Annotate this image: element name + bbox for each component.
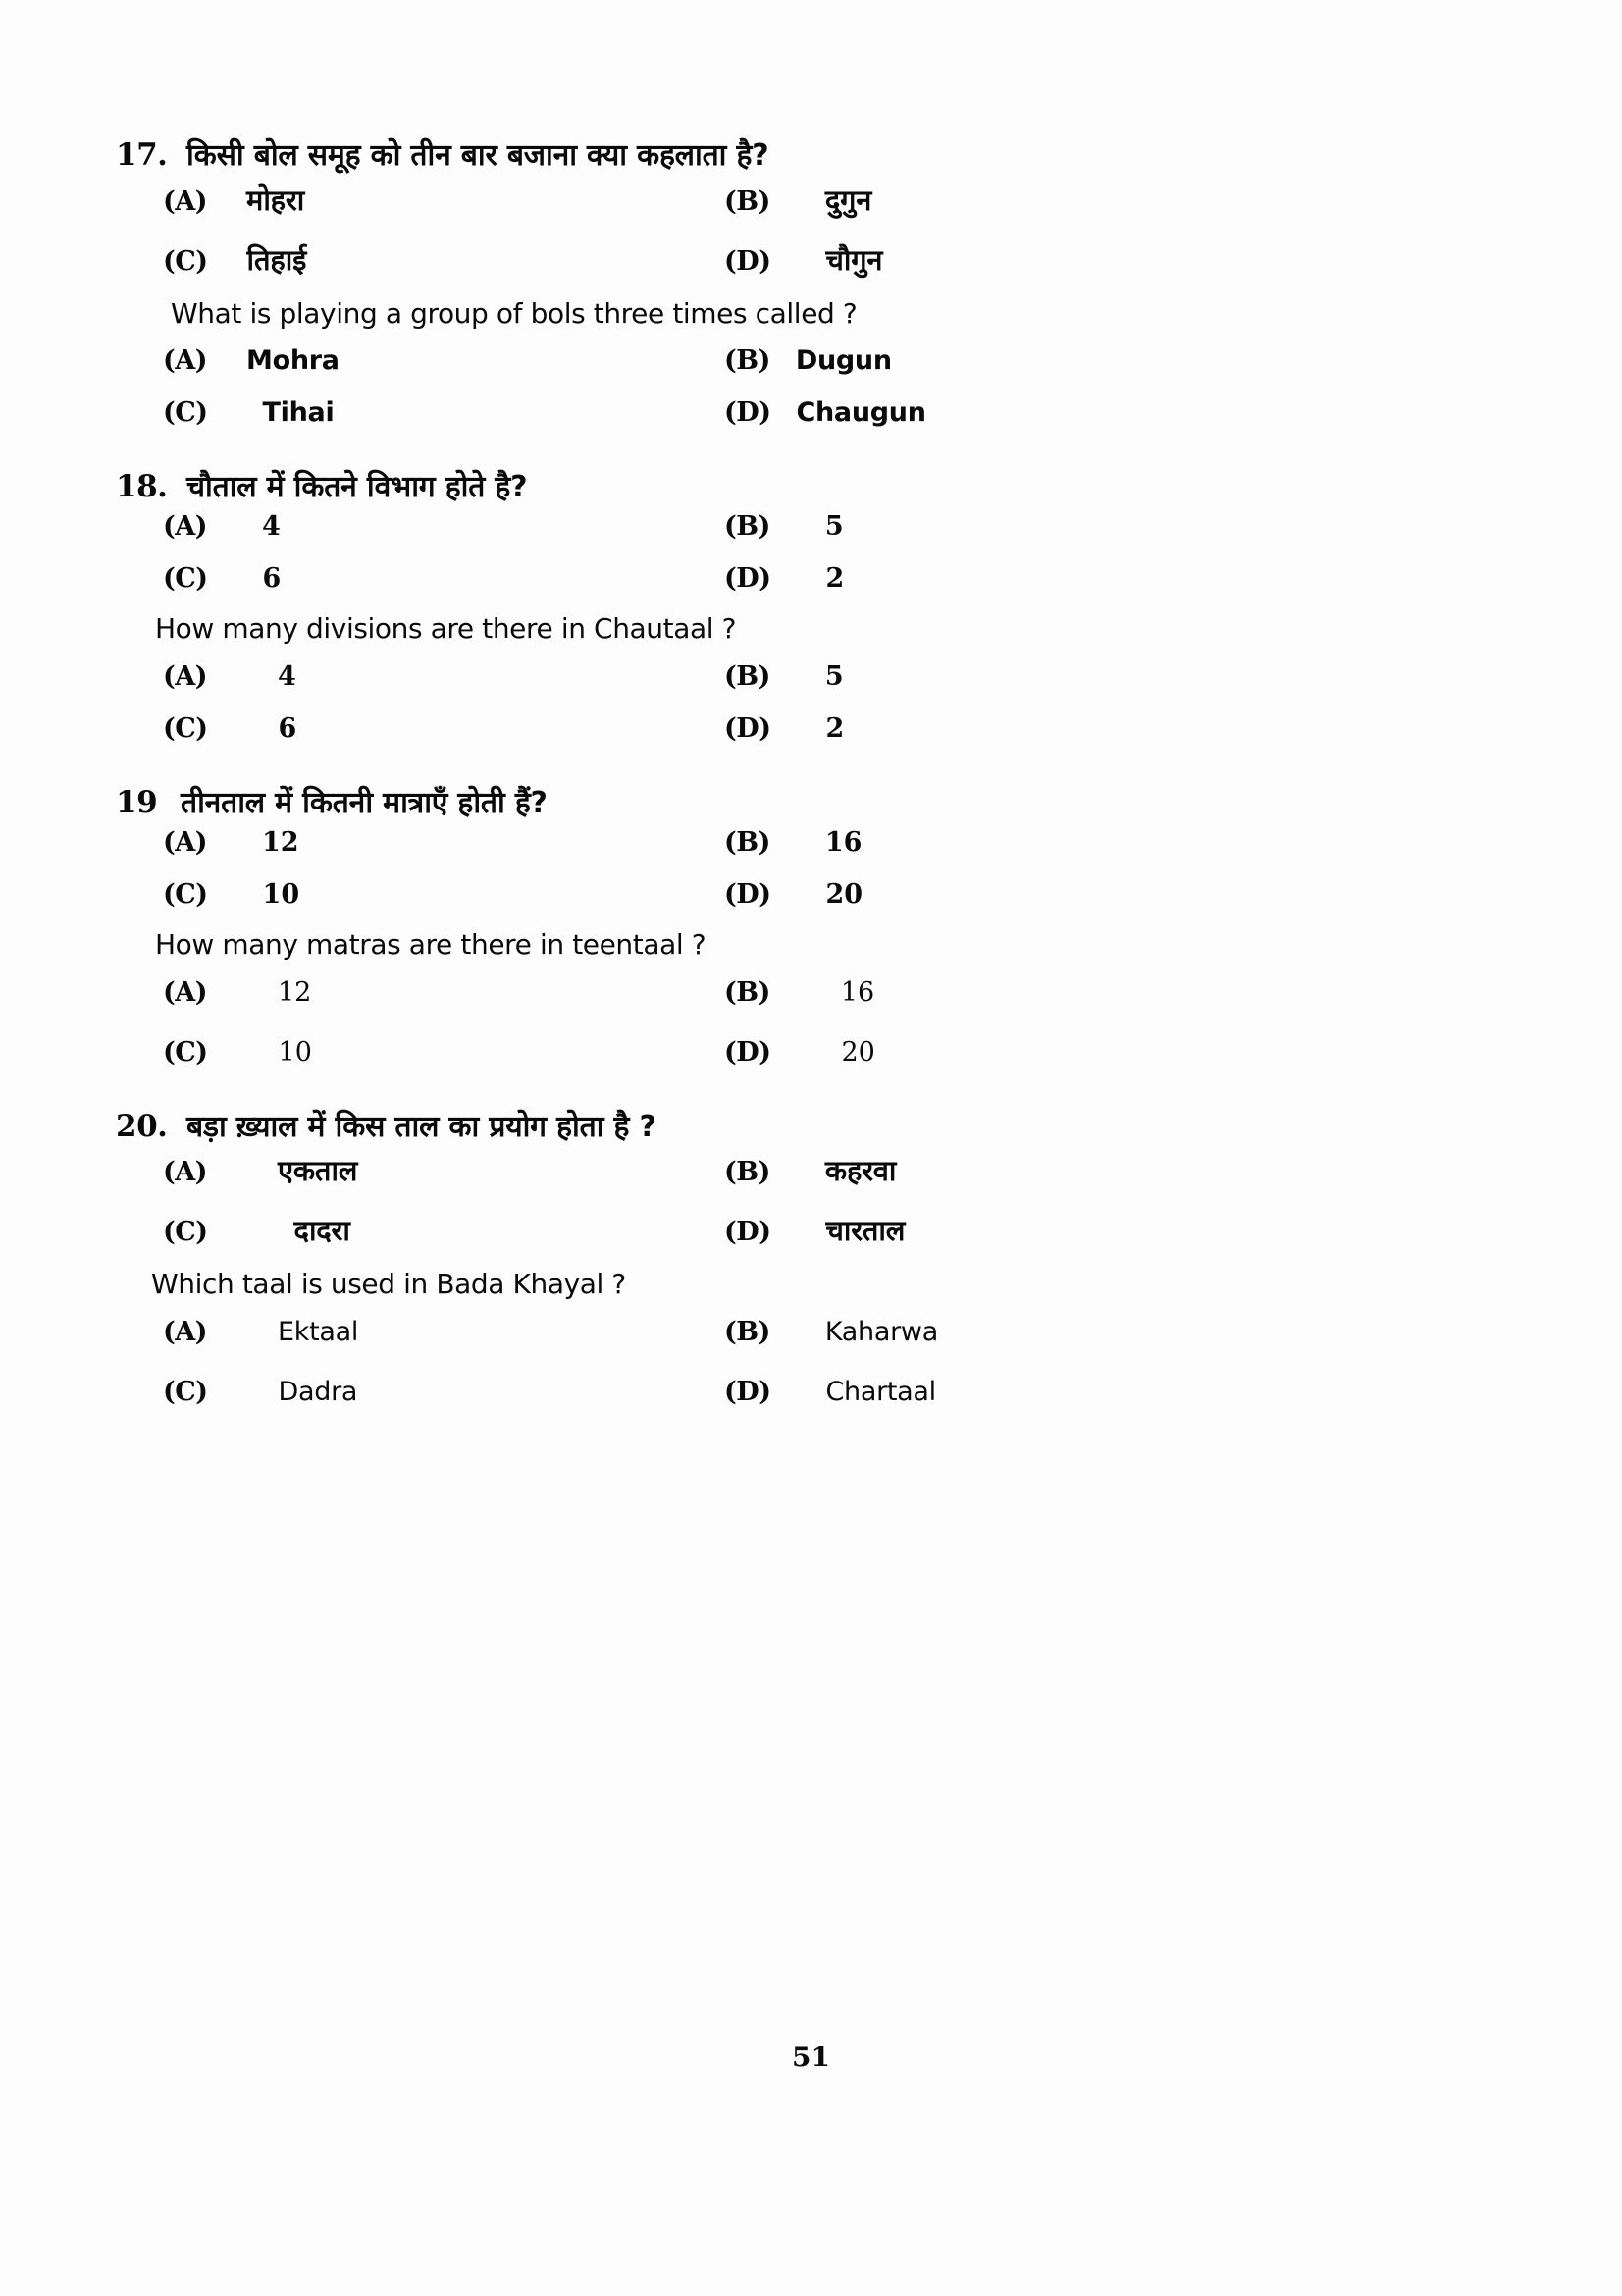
question-19-hindi-options-row-1: [116, 827, 1411, 858]
question-18-hindi-options-row-1: [116, 511, 1411, 542]
option-label-b: (B): [724, 1157, 770, 1188]
option-label-c: (C): [163, 1376, 208, 1407]
option-value-c: 6: [262, 563, 282, 595]
question-18-hindi-options-row-2: [116, 563, 1411, 594]
option-label-c: (C): [163, 712, 208, 744]
option-value-c: 6: [278, 712, 297, 744]
question-18-hindi-stem: चौताल में कितने विभाग होते है?: [186, 469, 528, 504]
question-18-hindi-option-c[interactable]: [116, 563, 724, 594]
question-20-hindi-option-c[interactable]: [116, 1211, 724, 1249]
question-20-english-stem: Which taal is used in Bada Khayal ?: [151, 1268, 626, 1301]
option-label-a: (A): [163, 511, 207, 543]
question-19-hindi-options-row-2: [116, 879, 1411, 910]
question-17-english-option-a[interactable]: [116, 345, 724, 376]
question-20-hindi-options-row-2: [116, 1211, 1411, 1249]
question-20-hindi-option-b[interactable]: [724, 1151, 1411, 1189]
option-value-d: चौगुन: [825, 242, 883, 277]
question-17-hindi-stem-line: [116, 137, 1411, 175]
option-value-c: 10: [262, 879, 300, 911]
question-17-english-option-b[interactable]: [724, 345, 1411, 376]
question-18-english-stem: How many divisions are there in Chautaal ?: [155, 612, 737, 646]
question-20-hindi-option-d[interactable]: [724, 1211, 1411, 1249]
question-19-english-options-row-1: [116, 977, 1411, 1008]
option-label-b: (B): [724, 344, 770, 376]
option-value-a: Mohra: [246, 344, 340, 376]
option-value-c: Dadra: [278, 1376, 358, 1407]
question-20-hindi-stem: बड़ा ख़्याल में किस ताल का प्रयोग होता है ?: [186, 1109, 656, 1144]
option-label-a: (A): [163, 1157, 207, 1188]
option-value-d: 20: [841, 1036, 875, 1068]
question-17-hindi-option-a[interactable]: [116, 181, 724, 219]
option-label-d: (D): [724, 245, 771, 277]
option-value-a: मोहरा: [246, 183, 305, 217]
option-label-a: (A): [163, 976, 207, 1008]
option-value-b: Dugun: [795, 344, 892, 376]
question-18-hindi-stem-line: [116, 469, 1411, 506]
option-value-c: 10: [278, 1036, 312, 1068]
option-value-d: 20: [825, 879, 863, 911]
option-value-d: Chartaal: [825, 1376, 936, 1407]
question-18-english-option-d[interactable]: [724, 713, 1411, 744]
option-label-a: (A): [163, 660, 207, 692]
question-19-english-options-row-2: [116, 1037, 1411, 1068]
question-17-english-option-c[interactable]: [116, 397, 724, 428]
option-label-c: (C): [163, 245, 208, 277]
option-value-d: 2: [825, 563, 845, 595]
option-value-c: तिहाई: [246, 242, 307, 277]
question-20-english-options-row-1: [116, 1317, 1411, 1347]
question-18-hindi-option-b[interactable]: [724, 511, 1411, 542]
question-17-hindi-option-c[interactable]: [116, 240, 724, 279]
spacer: [116, 436, 1411, 469]
question-17-hindi-stem: किसी बोल समूह को तीन बार बजाना क्या कहलाता है?: [186, 138, 769, 173]
option-value-b: कहरवा: [824, 1154, 897, 1188]
option-value-b: 5: [824, 660, 844, 692]
option-label-d: (D): [724, 563, 771, 595]
question-18-english-option-c[interactable]: [116, 713, 724, 744]
option-label-a: (A): [163, 1316, 207, 1347]
option-label-d: (D): [724, 879, 771, 911]
question-19-hindi-option-b[interactable]: [724, 827, 1411, 858]
question-20-english-option-a[interactable]: [116, 1317, 724, 1347]
question-19-number: 19: [116, 784, 158, 820]
question-block-20: [116, 1109, 1411, 1407]
question-block-17: [116, 137, 1411, 428]
option-label-d: (D): [724, 712, 771, 744]
option-label-b: (B): [724, 185, 770, 217]
option-label-d: (D): [724, 1376, 771, 1407]
question-19-hindi-option-a[interactable]: [116, 827, 724, 858]
option-value-c: दादरा: [293, 1214, 350, 1248]
option-label-b: (B): [724, 976, 770, 1008]
option-value-d: Chaugun: [796, 396, 926, 428]
question-20-number: 20.: [116, 1108, 168, 1144]
question-18-hindi-option-d[interactable]: [724, 563, 1411, 594]
question-17-hindi-options-row-1: [116, 181, 1411, 219]
question-19-english-option-d[interactable]: [724, 1037, 1411, 1068]
option-label-c: (C): [163, 1036, 208, 1068]
option-label-b: (B): [724, 1316, 770, 1347]
question-19-english-option-b[interactable]: [724, 977, 1411, 1008]
question-17-english-options-row-1: [116, 345, 1411, 376]
question-20-english-option-b[interactable]: [724, 1317, 1411, 1347]
option-value-a: 4: [262, 511, 281, 543]
question-18-english-options-row-1: [116, 661, 1411, 692]
option-label-b: (B): [724, 827, 770, 859]
option-label-d: (D): [724, 1217, 771, 1248]
option-value-c: Tihai: [262, 396, 335, 428]
question-18-hindi-option-a[interactable]: [116, 511, 724, 542]
question-18-number: 18.: [116, 468, 168, 504]
question-17-hindi-option-b[interactable]: [724, 181, 1411, 219]
option-value-a: Ektaal: [278, 1316, 359, 1347]
question-block-18: [116, 469, 1411, 744]
questions-container: [116, 137, 1411, 1415]
question-18-english-option-b[interactable]: [724, 661, 1411, 692]
question-20-english-options-row-2: [116, 1377, 1411, 1407]
option-label-d: (D): [724, 1036, 771, 1068]
question-block-19: [116, 785, 1411, 1068]
option-value-d: 2: [825, 712, 845, 744]
question-17-english-option-d[interactable]: [724, 397, 1411, 428]
question-20-english-option-c[interactable]: [116, 1377, 724, 1407]
question-19-hindi-stem-line: [116, 785, 1411, 822]
option-value-b: Kaharwa: [824, 1316, 938, 1347]
spacer: [116, 752, 1411, 785]
option-label-a: (A): [163, 185, 207, 217]
option-value-b: 5: [824, 511, 844, 543]
question-19-hindi-option-d[interactable]: [724, 879, 1411, 910]
option-label-c: (C): [163, 563, 208, 595]
option-value-a: 12: [278, 976, 312, 1008]
option-value-a: 12: [262, 827, 299, 859]
question-17-hindi-option-d[interactable]: [724, 240, 1411, 279]
question-18-english-option-a[interactable]: [116, 661, 724, 692]
option-value-d: चारताल: [825, 1214, 906, 1248]
question-20-english-option-d[interactable]: [724, 1377, 1411, 1407]
question-19-hindi-option-c[interactable]: [116, 879, 724, 910]
option-label-c: (C): [163, 396, 208, 428]
option-value-b: 16: [824, 827, 863, 859]
option-label-c: (C): [163, 879, 208, 911]
option-label-c: (C): [163, 1217, 208, 1248]
question-17-number: 17.: [116, 137, 168, 173]
question-19-english-option-a[interactable]: [116, 977, 724, 1008]
question-20-hindi-option-a[interactable]: [116, 1151, 724, 1189]
option-value-b: 16: [840, 976, 875, 1008]
option-label-d: (D): [724, 396, 771, 428]
option-value-a: 4: [278, 660, 296, 692]
question-19-english-stem: How many matras are there in teentaal ?: [155, 928, 706, 962]
question-17-english-stem: What is playing a group of bols three times called ?: [171, 296, 858, 330]
option-label-a: (A): [163, 827, 207, 859]
question-17-english-options-row-2: [116, 397, 1411, 428]
option-value-a: एकताल: [278, 1154, 358, 1188]
page-number: 51: [792, 2041, 830, 2073]
option-value-b: दुगुन: [824, 183, 872, 217]
question-18-english-options-row-2: [116, 713, 1411, 744]
question-19-english-option-c[interactable]: [116, 1037, 724, 1068]
spacer: [116, 1075, 1411, 1109]
option-label-b: (B): [724, 660, 770, 692]
question-20-hindi-options-row-1: [116, 1151, 1411, 1189]
option-label-b: (B): [724, 511, 770, 543]
question-17-hindi-options-row-2: [116, 240, 1411, 279]
option-label-a: (A): [163, 344, 207, 376]
question-19-hindi-stem: तीनताल में कितनी मात्राएँ होती हैं?: [181, 785, 548, 820]
question-20-hindi-stem-line: [116, 1109, 1411, 1146]
